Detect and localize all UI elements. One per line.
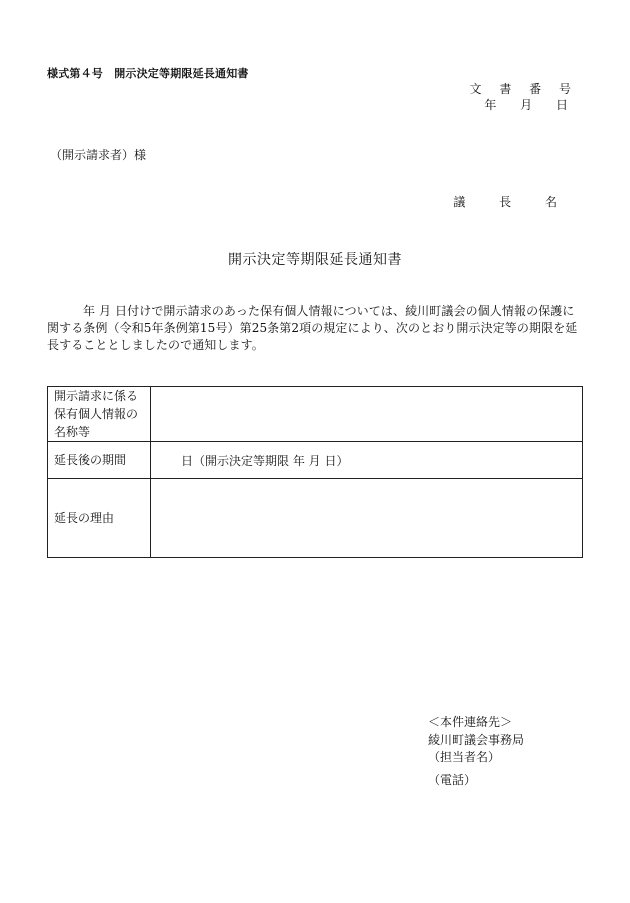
contact-heading: ＜本件連絡先＞	[428, 715, 513, 729]
row-value-extended-period: 日（開示決定等期限 年 月 日）	[151, 442, 583, 479]
row-label-info-name: 開示請求に係る保有個人情報の名称等	[48, 387, 151, 442]
contact-phone: （電話）	[428, 773, 477, 787]
document-date-label: 年 月 日	[484, 98, 578, 112]
document-title: 開示決定等期限延長通知書	[228, 252, 402, 268]
contact-person: （担当者名）	[428, 750, 501, 764]
row-label-extended-period: 延長後の期間	[48, 442, 151, 479]
contact-office: 綾川町議会事務局	[428, 733, 525, 747]
recipient-name: （開示請求者）様	[50, 148, 147, 162]
document-number-label: 文 書 番 号	[469, 82, 578, 96]
table-row	[48, 479, 583, 558]
sender-chair-name: 議 長 名	[453, 195, 572, 209]
table-row	[48, 387, 583, 442]
row-value-extension-reason	[151, 479, 583, 558]
notice-body-text: 年 月 日付けで開示請求のあった保有個人情報については、綾川町議会の個人情報の保護に関する条例（令和5年条例第15号）第25条第2項の規定により、次のとおり開示決定等の期限を延長することとしましたので通知します。	[47, 304, 578, 352]
table-row	[48, 442, 583, 479]
row-label-extension-reason: 延長の理由	[48, 479, 151, 558]
row-value-info-name	[151, 387, 583, 442]
form-number-label: 様式第４号 開示決定等期限延長通知書	[47, 67, 249, 80]
extension-details-table	[47, 386, 583, 558]
